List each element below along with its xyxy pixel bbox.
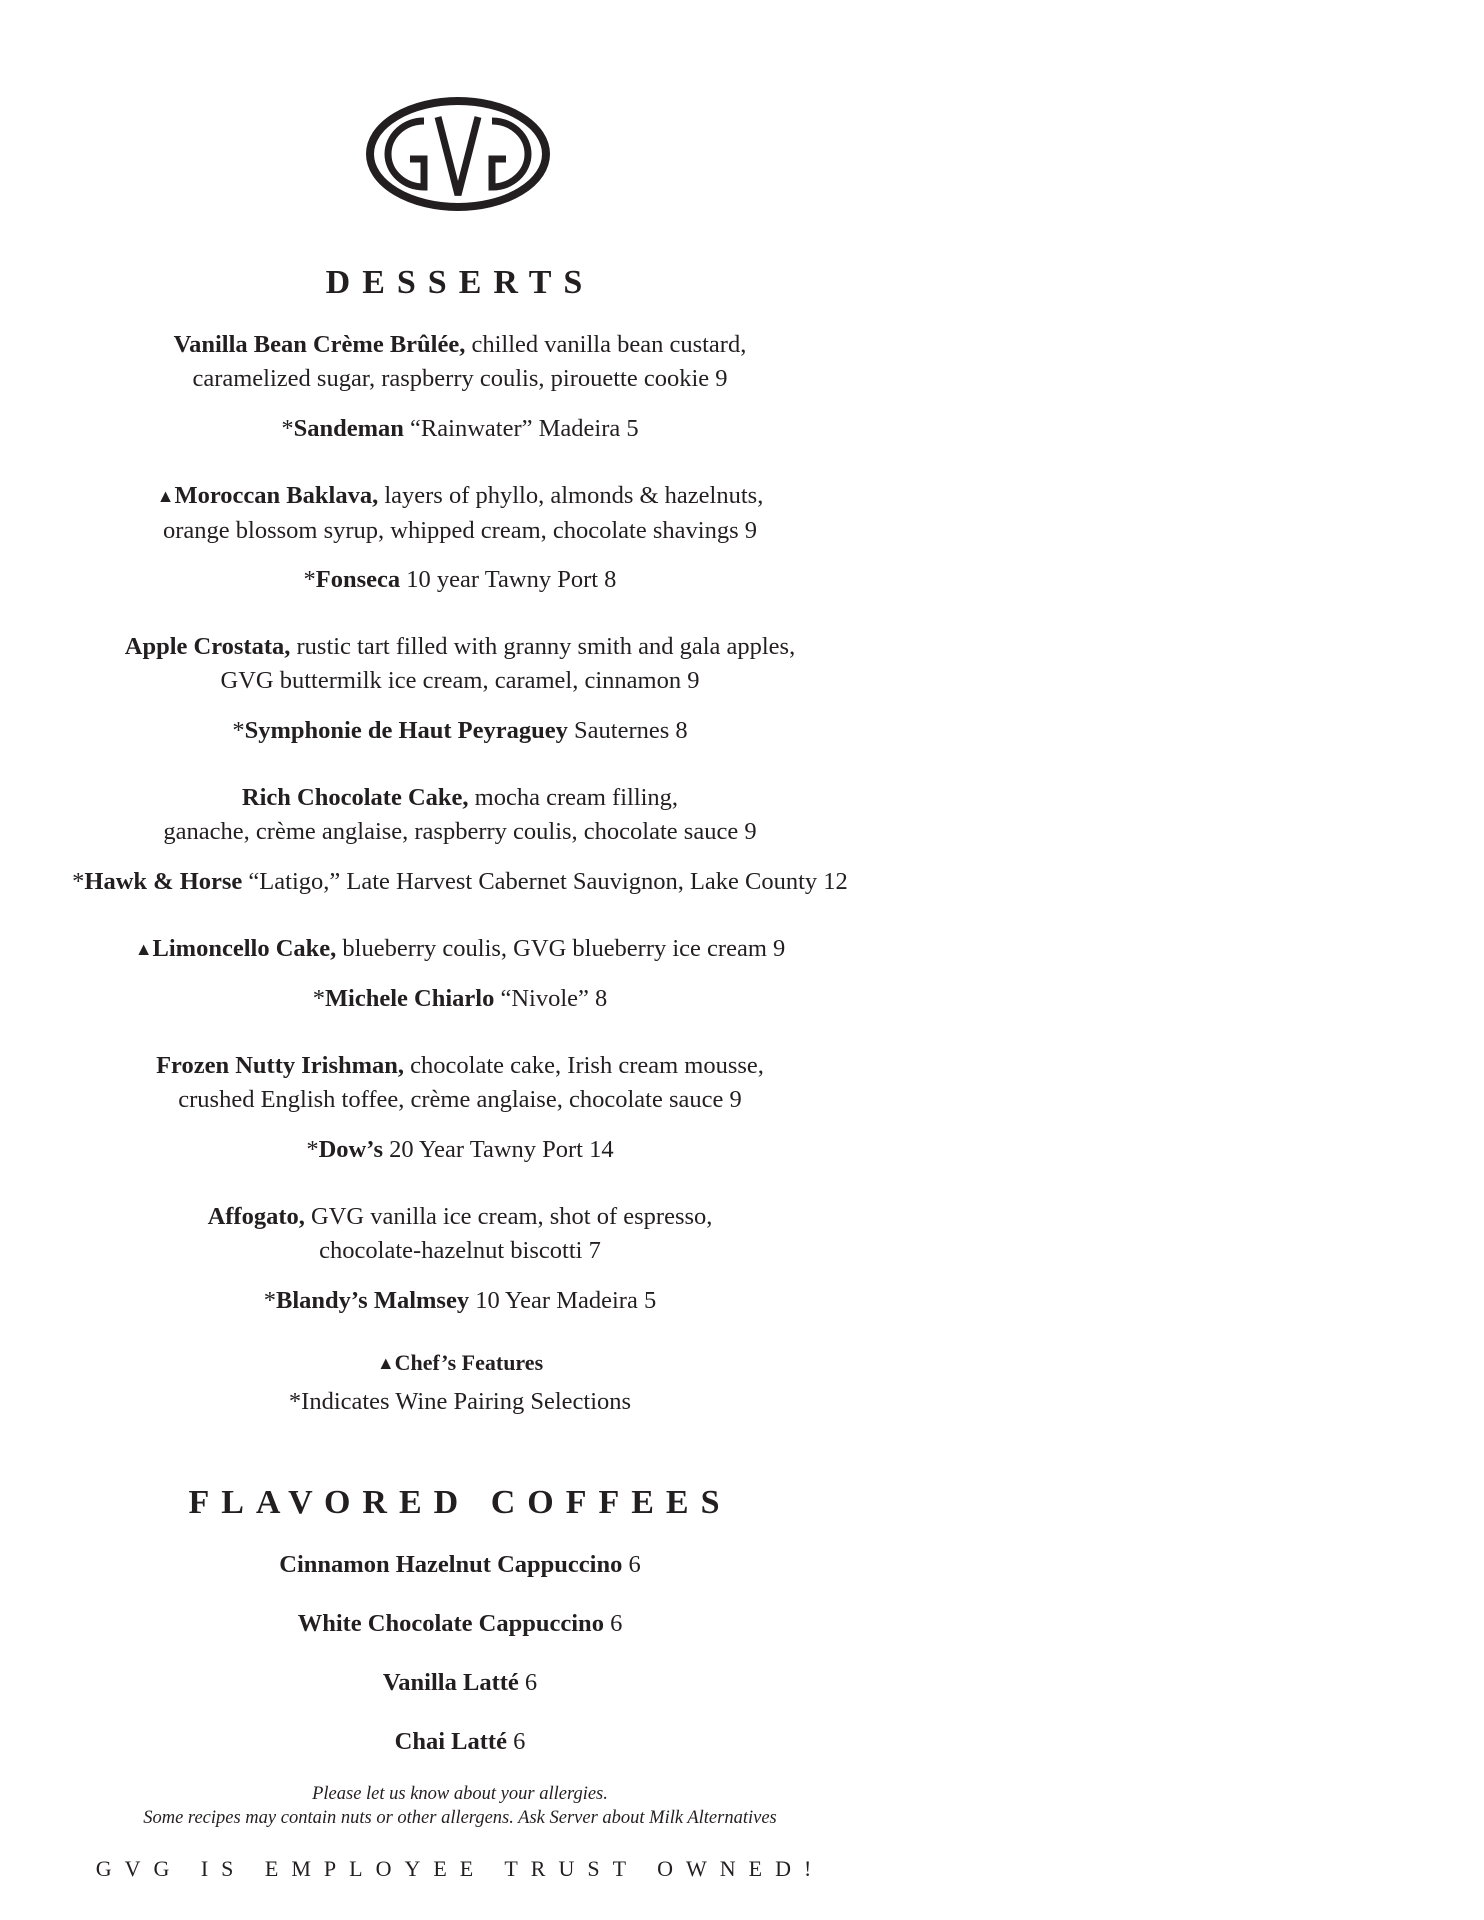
dessert-description: rustic tart filled with granny smith and gala apples, — [296, 633, 796, 660]
chef-feature-triangle-icon: ▲ — [134, 939, 153, 959]
wine-pairing — [0, 412, 920, 446]
dessert-item-baklava — [0, 479, 920, 548]
wine-pairing — [0, 982, 920, 1016]
coffee-item — [0, 1607, 920, 1641]
allergy-note-detail: Some recipes may contain nuts or other allergens. Ask Server about Milk Alternatives — [143, 1808, 777, 1828]
allergy-note: Please let us know about your allergies. — [312, 1784, 608, 1804]
coffee-price: 6 — [610, 1610, 623, 1637]
dessert-description: layers of phyllo, almonds & hazelnuts, — [384, 482, 764, 509]
dessert-description-cont: GVG buttermilk ice cream, caramel, cinnamon 9 — [220, 667, 700, 694]
dessert-description: chocolate cake, Irish cream mousse, — [410, 1052, 764, 1079]
pairing-wine-name: Michele Chiarlo — [324, 985, 495, 1012]
employee-owned-tagline: GVG IS EMPLOYEE TRUST OWNED! — [95, 1856, 825, 1881]
pairing-wine-detail: 10 Year Madeira 5 — [475, 1287, 657, 1314]
gvg-logo — [366, 97, 550, 212]
flavored-coffees-heading: FLAVORED COFFEES — [188, 1484, 732, 1521]
pairing-wine-name: Blandy’s Malmsey — [276, 1287, 470, 1314]
coffee-price: 6 — [628, 1551, 641, 1578]
wine-pairing — [0, 1133, 920, 1167]
coffee-name: Cinnamon Hazelnut Cappuccino — [279, 1551, 623, 1578]
desserts-heading: DESSERTS — [325, 264, 595, 301]
coffee-item — [0, 1548, 920, 1582]
pairing-wine-name: Dow’s — [318, 1136, 384, 1163]
wine-pairing — [0, 1284, 920, 1318]
pairing-asterisk: * — [281, 415, 294, 442]
coffee-price: 6 — [513, 1728, 526, 1755]
dessert-name: Rich Chocolate Cake, — [241, 784, 469, 811]
wine-pairing — [0, 714, 920, 748]
pairing-asterisk: * — [303, 566, 316, 593]
wine-pairing — [0, 563, 920, 597]
dessert-description: blueberry coulis, GVG blueberry ice cream 9 — [342, 935, 786, 962]
dessert-item-chocolate-cake — [0, 781, 920, 849]
chef-feature-triangle-icon: ▲ — [156, 486, 175, 506]
pairing-wine-name: Sandeman — [293, 415, 404, 442]
pairing-asterisk: * — [72, 868, 85, 895]
dessert-name: Vanilla Bean Crème Brûlée, — [173, 331, 466, 358]
dessert-description: chilled vanilla bean custard, — [471, 331, 747, 358]
dessert-name: Frozen Nutty Irishman, — [156, 1052, 405, 1079]
dessert-description-cont: caramelized sugar, raspberry coulis, pirouette cookie 9 — [192, 365, 728, 392]
dessert-name: Moroccan Baklava, — [174, 482, 379, 509]
pairing-asterisk: * — [312, 985, 325, 1012]
pairing-asterisk: * — [263, 1287, 277, 1314]
pairing-wine-detail: 10 year Tawny Port 8 — [406, 566, 617, 593]
pairing-wine-name: Hawk & Horse — [84, 868, 243, 895]
chef-feature-triangle-icon: ▲ — [376, 1353, 395, 1373]
pairing-wine-detail: “Rainwater” Madeira 5 — [410, 415, 639, 442]
chef-features-legend — [0, 1348, 920, 1379]
dessert-description-cont: crushed English toffee, crème anglaise, chocolate sauce 9 — [178, 1086, 742, 1113]
pairing-asterisk: * — [306, 1136, 319, 1163]
pairing-wine-detail: “Nivole” 8 — [500, 985, 608, 1012]
dessert-item-affogato — [0, 1200, 920, 1268]
coffee-item — [0, 1725, 920, 1759]
dessert-description: mocha cream filling, — [474, 784, 679, 811]
pairing-asterisk: * — [232, 717, 245, 744]
dessert-description-cont: chocolate-hazelnut biscotti 7 — [319, 1237, 601, 1264]
pairing-wine-detail: 20 Year Tawny Port 14 — [389, 1136, 614, 1163]
coffee-price: 6 — [524, 1669, 538, 1696]
dessert-item-creme-brulee — [0, 328, 920, 396]
coffee-item — [0, 1666, 920, 1700]
dessert-description-cont: ganache, crème anglaise, raspberry coulis, chocolate sauce 9 — [163, 818, 757, 845]
dessert-description: GVG vanilla ice cream, shot of espresso, — [311, 1203, 713, 1230]
coffee-name: Vanilla Latté — [382, 1669, 519, 1696]
dessert-item-frozen-nutty-irishman — [0, 1049, 920, 1117]
wine-pairing — [0, 865, 920, 899]
pairing-wine-detail: Sauternes 8 — [574, 717, 688, 744]
chef-features-label: Chef’s Features — [394, 1350, 544, 1375]
dessert-item-limoncello-cake — [0, 932, 920, 967]
dessert-description-cont: orange blossom syrup, whipped cream, chocolate shavings 9 — [163, 517, 757, 544]
pairing-wine-detail: “Latigo,” Late Harvest Cabernet Sauvignon, Lake County 12 — [248, 868, 848, 895]
coffee-name: White Chocolate Cappuccino — [297, 1610, 604, 1637]
dessert-name: Limoncello Cake, — [152, 935, 337, 962]
dessert-item-apple-crostata — [0, 630, 920, 698]
dessert-name: Apple Crostata, — [124, 633, 291, 660]
dessert-name: Affogato, — [207, 1203, 305, 1230]
pairing-wine-name: Symphonie de Haut Peyraguey — [244, 717, 568, 744]
wine-pairing-legend: *Indicates Wine Pairing Selections — [288, 1388, 632, 1415]
coffee-name: Chai Latté — [394, 1728, 507, 1755]
pairing-wine-name: Fonseca — [315, 566, 401, 593]
